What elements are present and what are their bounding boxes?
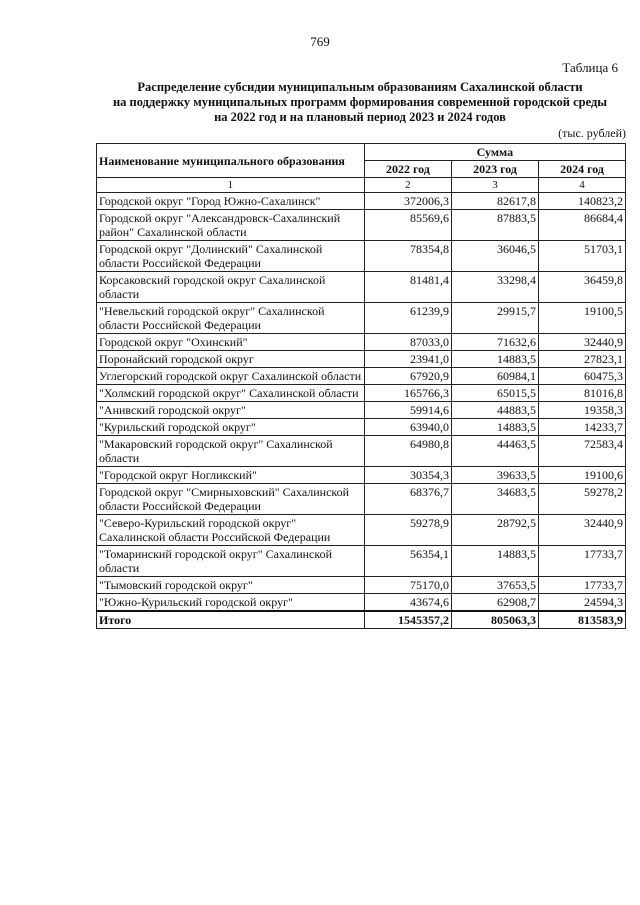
header-year-2022: 2022 год — [364, 161, 451, 178]
value-2024: 17733,7 — [539, 546, 626, 577]
municipality-name: "Невельский городской округ" Сахалинской области Российской Федерации — [97, 303, 365, 334]
table-row — [97, 351, 626, 368]
value-2023: 39633,5 — [452, 467, 539, 484]
value-2022: 43674,6 — [364, 594, 451, 612]
header-name: Наименование муниципального образования — [97, 144, 365, 178]
municipality-name: Городской округ "Смирныховский" Сахалинской области Российской Федерации — [97, 484, 365, 515]
value-2024: 60475,3 — [539, 368, 626, 385]
value-2023: 14883,5 — [452, 419, 539, 436]
value-2024: 27823,1 — [539, 351, 626, 368]
value-2024: 51703,1 — [539, 241, 626, 272]
header-year-2023: 2023 год — [452, 161, 539, 178]
value-2024: 81016,8 — [539, 385, 626, 402]
municipality-name: "Южно-Курильский городской округ" — [97, 594, 365, 612]
value-2023: 29915,7 — [452, 303, 539, 334]
value-2023: 71632,6 — [452, 334, 539, 351]
municipality-name: Городской округ "Город Южно-Сахалинск" — [97, 193, 365, 210]
table-row — [97, 467, 626, 484]
table-row — [97, 436, 626, 467]
table-row — [97, 385, 626, 402]
table-row — [97, 546, 626, 577]
value-2024: 14233,7 — [539, 419, 626, 436]
value-2023: 34683,5 — [452, 484, 539, 515]
table-body — [97, 193, 626, 612]
table-row — [97, 241, 626, 272]
value-2022: 30354,3 — [364, 467, 451, 484]
value-2023: 28792,5 — [452, 515, 539, 546]
table-row — [97, 272, 626, 303]
value-2023: 44883,5 — [452, 402, 539, 419]
municipality-name: Корсаковский городской округ Сахалинской области — [97, 272, 365, 303]
municipality-name: Городской округ "Александровск-Сахалинский район" Сахалинской области — [97, 210, 365, 241]
column-number: 3 — [452, 178, 539, 193]
value-2023: 33298,4 — [452, 272, 539, 303]
title-line-2: на поддержку муниципальных программ формирования современной городской среды — [112, 95, 608, 109]
header-year-2024: 2024 год — [539, 161, 626, 178]
municipality-name: "Макаровский городской округ" Сахалинской области — [97, 436, 365, 467]
municipality-name: Городской округ "Долинский" Сахалинской области Российской Федерации — [97, 241, 365, 272]
value-2024: 24594,3 — [539, 594, 626, 612]
column-numbers-row — [97, 178, 626, 193]
value-2023: 62908,7 — [452, 594, 539, 612]
value-2024: 32440,9 — [539, 515, 626, 546]
value-2024: 86684,4 — [539, 210, 626, 241]
value-2022: 75170,0 — [364, 577, 451, 594]
column-number: 4 — [539, 178, 626, 193]
document-title — [96, 80, 624, 125]
value-2024: 36459,8 — [539, 272, 626, 303]
value-2022: 68376,7 — [364, 484, 451, 515]
units-label: (тыс. рублей) — [558, 126, 626, 140]
value-2022: 81481,4 — [364, 272, 451, 303]
table-label: Таблица 6 — [562, 60, 618, 75]
total-label: Итого — [97, 611, 365, 629]
value-2024: 140823,2 — [539, 193, 626, 210]
value-2023: 82617,8 — [452, 193, 539, 210]
table-row — [97, 419, 626, 436]
value-2022: 63940,0 — [364, 419, 451, 436]
value-2022: 87033,0 — [364, 334, 451, 351]
value-2022: 372006,3 — [364, 193, 451, 210]
municipality-name: "Курильский городской округ" — [97, 419, 365, 436]
value-2023: 36046,5 — [452, 241, 539, 272]
value-2022: 64980,8 — [364, 436, 451, 467]
municipality-name: "Тымовский городской округ" — [97, 577, 365, 594]
table-row — [97, 484, 626, 515]
value-2023: 60984,1 — [452, 368, 539, 385]
municipality-name: Поронайский городской округ — [97, 351, 365, 368]
table-row — [97, 577, 626, 594]
value-2022: 61239,9 — [364, 303, 451, 334]
value-2024: 17733,7 — [539, 577, 626, 594]
value-2024: 32440,9 — [539, 334, 626, 351]
header-row — [97, 144, 626, 161]
table-row — [97, 368, 626, 385]
value-2023: 14883,5 — [452, 546, 539, 577]
value-2022: 59278,9 — [364, 515, 451, 546]
subsidy-table — [96, 143, 626, 629]
total-row — [97, 611, 626, 629]
value-2022: 85569,6 — [364, 210, 451, 241]
column-number: 2 — [364, 178, 451, 193]
table-row — [97, 402, 626, 419]
page-number: 769 — [310, 34, 330, 49]
value-2024: 19358,3 — [539, 402, 626, 419]
value-2022: 59914,6 — [364, 402, 451, 419]
value-2023: 14883,5 — [452, 351, 539, 368]
value-2022: 23941,0 — [364, 351, 451, 368]
municipality-name: "Северо-Курильский городской округ" Сахалинской области Российской Федерации — [97, 515, 365, 546]
total-2024: 813583,9 — [539, 611, 626, 629]
value-2022: 56354,1 — [364, 546, 451, 577]
value-2023: 44463,5 — [452, 436, 539, 467]
table-row — [97, 193, 626, 210]
municipality-name: "Анивский городской округ" — [97, 402, 365, 419]
value-2024: 59278,2 — [539, 484, 626, 515]
title-line-1: Распределение субсидии муниципальным образованиям Сахалинской области — [137, 80, 583, 94]
municipality-name: Городской округ "Охинский" — [97, 334, 365, 351]
value-2023: 37653,5 — [452, 577, 539, 594]
header-sum: Сумма — [364, 144, 625, 161]
value-2023: 65015,5 — [452, 385, 539, 402]
table-row — [97, 515, 626, 546]
value-2022: 165766,3 — [364, 385, 451, 402]
value-2024: 19100,5 — [539, 303, 626, 334]
municipality-name: Углегорский городской округ Сахалинской области — [97, 368, 365, 385]
table-row — [97, 594, 626, 612]
value-2022: 67920,9 — [364, 368, 451, 385]
total-2023: 805063,3 — [452, 611, 539, 629]
column-number: 1 — [97, 178, 365, 193]
table-row — [97, 334, 626, 351]
municipality-name: "Городской округ Ногликский" — [97, 467, 365, 484]
municipality-name: "Томаринский городской округ" Сахалинской области — [97, 546, 365, 577]
table-row — [97, 210, 626, 241]
value-2024: 72583,4 — [539, 436, 626, 467]
municipality-name: "Холмский городской округ" Сахалинской области — [97, 385, 365, 402]
title-line-3: на 2022 год и на плановый период 2023 и 2024 годов — [214, 110, 506, 124]
value-2023: 87883,5 — [452, 210, 539, 241]
table-row — [97, 303, 626, 334]
value-2022: 78354,8 — [364, 241, 451, 272]
value-2024: 19100,6 — [539, 467, 626, 484]
total-2022: 1545357,2 — [364, 611, 451, 629]
